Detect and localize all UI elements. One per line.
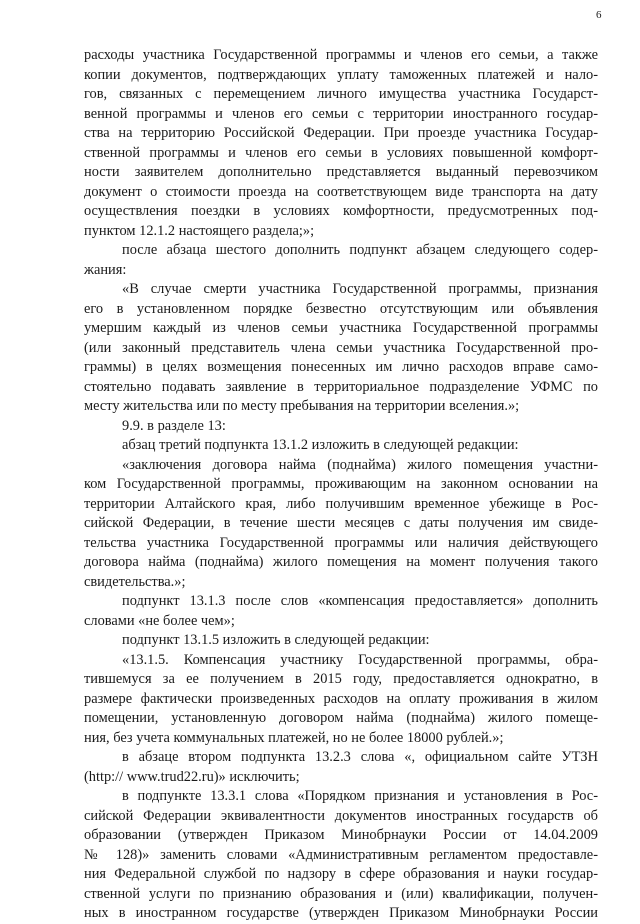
- text-line: расходы участника Государственной программы и членов его семьи, а также: [84, 47, 598, 63]
- text-line: пунктом 12.1.2 настоящего раздела;»;: [84, 222, 315, 239]
- text-line: (http:// www.trud22.ru)» исключить;: [84, 768, 300, 785]
- page-number: 6: [596, 9, 602, 21]
- text-line: тельства участника Государственной программы или наличия действующего: [84, 534, 598, 551]
- text-line: подпункт 13.1.3 после слов «компенсация предоставляется» дополнить: [122, 593, 598, 609]
- text-line: венной программы и членов его семьи с территории иностранного государ-: [84, 105, 598, 122]
- text-line: ности заявителем дополнительно представляется выданный перевозчиком: [84, 164, 598, 180]
- text-line: жания:: [84, 261, 127, 278]
- text-line: словами «не более чем»;: [84, 612, 235, 629]
- text-line: в абзаце втором подпункта 13.2.3 слова «, официальном сайте УТЗН: [122, 749, 598, 765]
- text-line: ственной услуги по признанию образования и (или) квалификации, получен-: [84, 885, 598, 902]
- text-line: ния Федеральной службой по надзору в сфере образования и науки государ-: [84, 866, 598, 882]
- text-line: умершим каждый из членов семьи участника Государственной программы: [84, 320, 598, 336]
- document-body: [84, 46, 598, 924]
- text-line: копии документов, подтверждающих уплату таможенных платежей и нало-: [84, 66, 598, 83]
- text-line: абзац третий подпункта 13.1.2 изложить в следующей редакции:: [122, 437, 519, 453]
- text-line: помещении, установленную договором найма (поднайма) жилого помеще-: [84, 710, 598, 726]
- text-line: договора найма (поднайма) жилого помещения на момент получения такого: [84, 554, 598, 570]
- text-line: размере фактически произведенных расходов на оплату проживания в жилом: [84, 690, 598, 707]
- text-line: ства на территорию Российской Федерации. При проезде участника Государ-: [84, 125, 598, 141]
- text-line: ния, без учета коммунальных платежей, но не более 18000 рублей.»;: [84, 729, 504, 746]
- text-line: документ о стоимости проезда на соответствующем виде транспорта на дату: [84, 183, 598, 200]
- text-line: сийской Федерации эквивалентности документов иностранных государств об: [84, 807, 598, 824]
- text-line: граммы) в целях возмещения понесенных им лично расходов вправе само-: [84, 359, 598, 375]
- text-line: месту жительства или по месту пребывания на территории вселения.»;: [84, 398, 520, 414]
- text-line: подпункт 13.1.5 изложить в следующей редакции:: [122, 632, 430, 648]
- text-line: территории Алтайского края, либо получившим временное убежище в Рос-: [84, 495, 598, 512]
- text-line: «заключения договора найма (поднайма) жилого помещения участни-: [122, 456, 598, 473]
- text-line: ком Государственной программы, проживающим на законном основании на: [84, 476, 598, 492]
- text-line: тившемуся за ее получением в 2015 году, предоставляется однократно, в: [84, 671, 598, 687]
- text-line: ных в иностранном государстве (утвержден Приказом Минобрнауки России: [84, 905, 598, 921]
- text-line: «В случае смерти участника Государственной программы, признания: [122, 281, 598, 297]
- text-line: сийской Федерации, в течение шести месяцев с даты получения им свиде-: [84, 515, 598, 531]
- text-line: его в установленном порядке безвестно отсутствующим или объявления: [84, 300, 598, 317]
- text-line: № 128)» заменить словами «Административным регламентом предоставле-: [84, 846, 598, 863]
- text-line: 9.9. в разделе 13:: [122, 417, 226, 434]
- text-line: свидетельства.»;: [84, 573, 186, 590]
- text-line: стоятельно подавать заявление в территориальное подразделение УФМС по: [84, 378, 598, 395]
- text-line: в подпункте 13.3.1 слова «Порядком признания и установления в Рос-: [122, 788, 598, 804]
- text-line: после абзаца шестого дополнить подпункт абзацем следующего содер-: [122, 242, 598, 258]
- text-line: ственной программы и членов его семьи в условиях повышенной комфорт-: [84, 144, 598, 161]
- text-line: гов, связанных с перемещением личного имущества участника Государст-: [84, 86, 598, 102]
- text-line: образовании (утвержден Приказом Минобрнауки России от 14.04.2009: [84, 827, 598, 843]
- text-line: осуществления поездки в условиях комфортности, предусмотренных под-: [84, 203, 598, 219]
- text-line: (или законный представитель члена семьи участника Государственной про-: [84, 339, 598, 356]
- text-line: «13.1.5. Компенсация участнику Государственной программы, обра-: [122, 651, 598, 668]
